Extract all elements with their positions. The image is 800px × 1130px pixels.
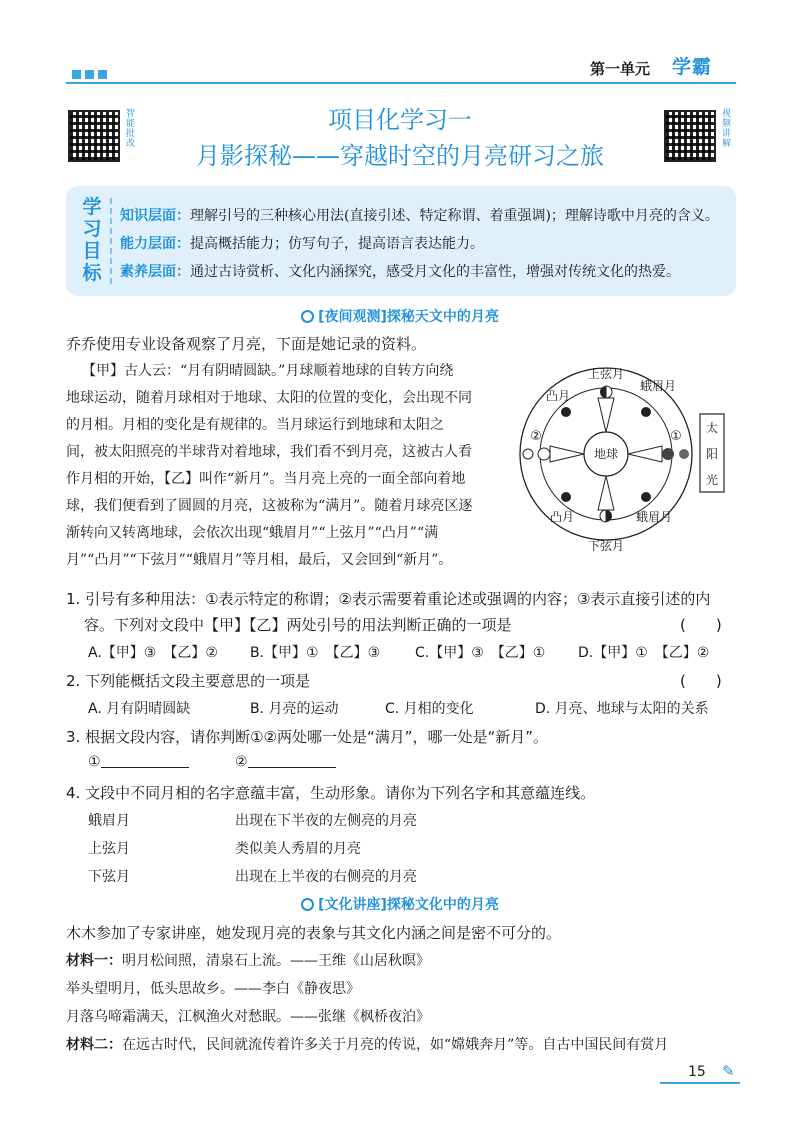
q1-option-a[interactable]: A.【甲】③ 【乙】② bbox=[88, 645, 218, 661]
section-heading-culture: [文化讲座]探秘文化中的月亮 bbox=[0, 894, 800, 914]
label-gibbous-top: 凸月 bbox=[545, 389, 571, 403]
question-3: 3. 根据文段内容，请你判断①②两处哪一处是“满月”，哪一处是“新月”。 bbox=[66, 728, 549, 746]
passage-line: 间，被太阳照亮的半球背对着地球，我们看不到月亮，这被古人看 bbox=[66, 444, 472, 460]
q1-option-d[interactable]: D.【甲】① 【乙】② bbox=[578, 645, 710, 661]
qr-left-label: 智能批改 bbox=[124, 108, 134, 148]
passage-line: 的月相。月相的变化是有规律的。当月球运行到地球和太阳之 bbox=[66, 417, 444, 433]
passage-line: 渐转向又转离地球，会依次出现“蛾眉月”“上弦月”“凸月”“满 bbox=[66, 525, 439, 541]
question-2: 2. 下列能概括文段主要意思的一项是 bbox=[66, 672, 311, 690]
passage-line: 球，我们便看到了圆圆的月亮，这被称为“满月”。随着月球亮区逐 bbox=[66, 498, 473, 514]
section1-intro: 乔乔使用专业设备观察了月亮，下面是她记录的资料。 bbox=[66, 335, 427, 353]
label-sun-2: 阳 bbox=[705, 447, 719, 461]
passage-line: 【甲】古人云：“月有阴晴圆缺。”月球顺着地球的自转方向绕 bbox=[82, 363, 454, 379]
q4-right-item[interactable]: 类似美人秀眉的月亮 bbox=[235, 841, 361, 857]
header-dots bbox=[72, 64, 111, 83]
unit-label: 第一单元 bbox=[590, 60, 651, 78]
goal-literacy: 素养层面：通过古诗赏析、文化内涵探究，感受月文化的丰富性，增强对传统文化的热爱。 bbox=[120, 264, 680, 280]
goal-ability: 能力层面：提高概括能力；仿写句子，提高语言表达能力。 bbox=[120, 236, 484, 252]
q2-option-d[interactable]: D. 月亮、地球与太阳的关系 bbox=[535, 701, 709, 717]
q4-left-item[interactable]: 下弦月 bbox=[88, 869, 130, 885]
q3-blank-1[interactable]: ① bbox=[88, 754, 189, 770]
goals-divider bbox=[110, 198, 112, 284]
label-first-quarter: 上弦月 bbox=[587, 367, 625, 381]
label-crescent-top: 蛾眉月 bbox=[639, 379, 677, 393]
goals-tag: 学 习 目 标 bbox=[82, 196, 102, 284]
question-4: 4. 文段中不同月相的名字意蕴丰富，生动形象。请你为下列名字和其意蕴连线。 bbox=[66, 784, 596, 802]
brand-logo: 学霸 bbox=[672, 56, 713, 78]
pencil-icon: ✎ bbox=[722, 1062, 735, 1080]
answer-paren-q2[interactable]: ( ) bbox=[680, 672, 722, 690]
footer-rule bbox=[660, 1082, 740, 1084]
q3-blank-2[interactable]: ② bbox=[235, 754, 336, 770]
q2-option-a[interactable]: A. 月有阴晴圆缺 bbox=[88, 701, 191, 717]
header-rule bbox=[66, 82, 736, 84]
label-sun-1: 太 bbox=[705, 421, 719, 435]
page-subtitle: 月影探秘——穿越时空的月亮研习之旅 bbox=[196, 142, 604, 170]
q1-option-b[interactable]: B.【甲】① 【乙】③ bbox=[250, 645, 381, 661]
magnifier-icon bbox=[301, 898, 314, 911]
label-mark-1: ① bbox=[670, 429, 682, 444]
magnifier-icon bbox=[301, 310, 314, 323]
label-crescent-bottom: 蛾眉月 bbox=[635, 510, 673, 524]
section-heading-astronomy: [夜间观测]探秘天文中的月亮 bbox=[0, 306, 800, 326]
q4-left-item[interactable]: 蛾眉月 bbox=[88, 813, 130, 829]
moon-phase-diagram bbox=[518, 358, 738, 558]
material-2-line1: 材料二：在远古时代，民间就流传着许多关于月亮的传说，如“嫦娥奔月”等。自古中国民间有赏月 bbox=[66, 1037, 669, 1053]
passage-line: 月”“凸月”“下弦月”“蛾眉月”等月相，最后，又会回到“新月”。 bbox=[66, 552, 453, 568]
material-1-line1: 材料一：明月松间照，清泉石上流。——王维《山居秋暝》 bbox=[66, 953, 430, 969]
q1-option-c[interactable]: C.【甲】③ 【乙】① bbox=[415, 645, 546, 661]
material-1-line2: 举头望明月，低头思故乡。——李白《静夜思》 bbox=[66, 981, 360, 997]
label-earth: 地球 bbox=[593, 447, 619, 461]
q4-left-item[interactable]: 上弦月 bbox=[88, 841, 130, 857]
qr-right-label: 视频讲解 bbox=[720, 108, 730, 148]
passage-line: 作月相的开始，【乙】叫作“新月”。当月亮上亮的一面全部向着地 bbox=[66, 471, 466, 487]
question-1-line1: 1. 引号有多种用法：①表示特定的称谓；②表示需要着重论述或强调的内容；③表示直接引述的内 bbox=[66, 590, 711, 608]
q4-right-item[interactable]: 出现在下半夜的左侧亮的月亮 bbox=[235, 813, 417, 829]
goal-knowledge: 知识层面：理解引号的三种核心用法(直接引述、特定称谓、着重强调)；理解诗歌中月亮的含义。 bbox=[120, 208, 719, 224]
passage-line: 地球运动，随着月球相对于地球、太阳的位置的变化，会出现不同 bbox=[66, 390, 472, 406]
page-title: 项目化学习一 bbox=[328, 106, 472, 134]
page-number: 15 bbox=[688, 1064, 706, 1080]
label-mark-2: ② bbox=[530, 429, 542, 444]
material-1-line3: 月落乌啼霜满天，江枫渔火对愁眠。——张继《枫桥夜泊》 bbox=[66, 1009, 430, 1025]
answer-paren-q1[interactable]: ( ) bbox=[680, 616, 722, 634]
label-last-quarter: 下弦月 bbox=[587, 539, 625, 553]
question-1-line2: 容。下列对文段中【甲】【乙】两处引号的用法判断正确的一项是 bbox=[84, 616, 512, 634]
label-gibbous-bottom: 凸月 bbox=[549, 510, 575, 524]
section2-intro: 木木参加了专家讲座，她发现月亮的表象与其文化内涵之间是密不可分的。 bbox=[66, 924, 562, 942]
q2-option-c[interactable]: C. 月相的变化 bbox=[385, 701, 474, 717]
q4-right-item[interactable]: 出现在上半夜的右侧亮的月亮 bbox=[235, 869, 417, 885]
q2-option-b[interactable]: B. 月亮的运动 bbox=[250, 701, 339, 717]
label-sun-3: 光 bbox=[705, 473, 719, 487]
